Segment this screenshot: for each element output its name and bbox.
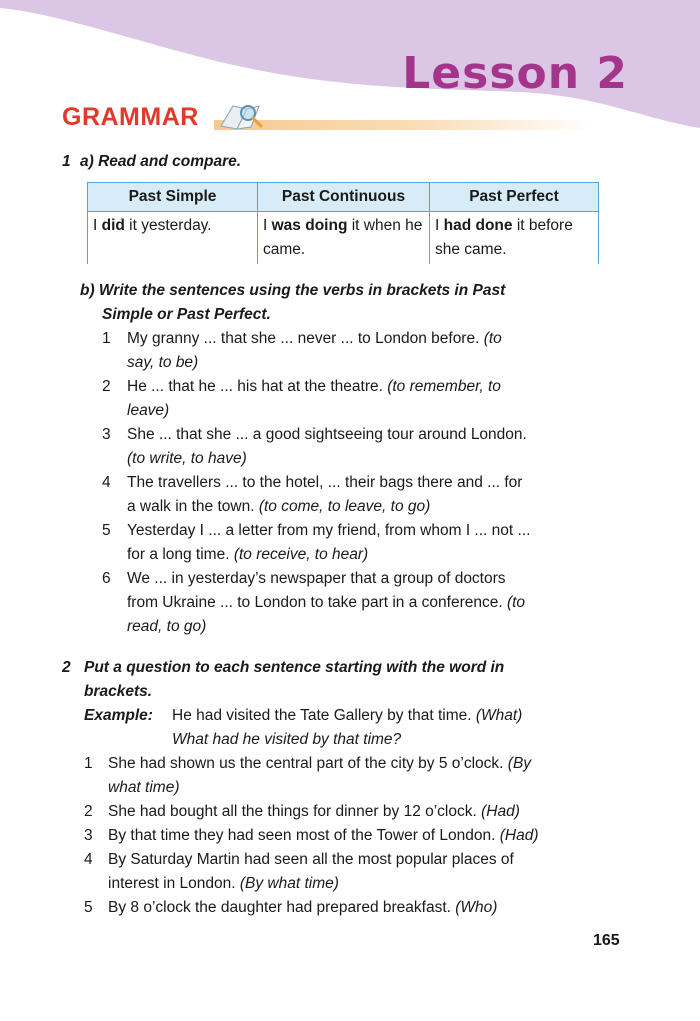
example-sentence: He had visited the Tate Gallery by that time. (What) What had he visited by that time?: [172, 707, 523, 748]
grammar-label: GRAMMAR: [62, 103, 199, 131]
grammar-underline: [214, 120, 594, 130]
list-item: Yesterday I ... a letter from my friend, from whom I ... not ... for a long time. (to receive, to hear): [127, 522, 531, 563]
list-item: My granny ... that she ... never ... to London before. (to say, to be): [127, 330, 502, 371]
list-item-number: 1: [102, 330, 111, 347]
list-item: By Saturday Martin had seen all the most popular places of interest in London. (By what time): [108, 851, 514, 892]
list-item-number: 2: [102, 378, 111, 395]
list-item: He ... that he ... his hat at the theatre. (to remember, to leave): [127, 378, 501, 419]
exercise-2-number: 2: [62, 659, 71, 676]
list-item-number: 2: [84, 803, 93, 820]
page-number: 165: [593, 932, 620, 949]
grammar-section-header: [62, 100, 622, 134]
list-item-number: 3: [102, 426, 111, 443]
exercise-1b-instruction: b) Write the sentences using the verbs in brackets in Past Simple or Past Perfect.: [80, 282, 506, 323]
list-item-number: 1: [84, 755, 93, 772]
list-item-number: 3: [84, 827, 93, 844]
exercise-1-number: 1: [62, 153, 71, 170]
list-item: The travellers ... to the hotel, ... their bags there and ... for a walk in the town. (to come, to leave, to go): [127, 474, 523, 515]
exercise-1a-instruction: a) Read and compare.: [80, 153, 242, 170]
list-item: By 8 o’clock the daughter had prepared breakfast. (Who): [108, 899, 498, 916]
table-header: Past Continuous: [258, 183, 430, 212]
list-item: We ... in yesterday’s newspaper that a group of doctors from Ukraine ... to London to take part in a conference. (to read, to go): [127, 570, 526, 635]
lesson-title: Lesson 2: [402, 48, 628, 99]
list-item-number: 5: [84, 899, 93, 916]
list-item: She had bought all the things for dinner by 12 o’clock. (Had): [108, 803, 520, 820]
list-item-number: 4: [84, 851, 93, 868]
list-item: She had shown us the central part of the city by 5 o’clock. (By what time): [108, 755, 532, 796]
list-item: She ... that she ... a good sightseeing tour around London. (to write, to have): [127, 426, 527, 467]
list-item: By that time they had seen most of the Tower of London. (Had): [108, 827, 539, 844]
list-item-number: 5: [102, 522, 111, 539]
table-header: Past Perfect: [430, 183, 599, 212]
list-item-number: 4: [102, 474, 111, 491]
table-cell: I was doing it when he came.: [258, 212, 430, 265]
exercise-2-instruction: Put a question to each sentence starting with the word in brackets.: [84, 659, 505, 700]
table-cell: I had done it before she came.: [430, 212, 599, 265]
list-item-number: 6: [102, 570, 111, 587]
table-cell: I did it yesterday.: [88, 212, 258, 265]
example-label: Example:: [84, 707, 153, 724]
magnifier-book-icon: [217, 100, 267, 132]
table-header: Past Simple: [88, 183, 258, 212]
tense-comparison-table: [87, 182, 599, 264]
